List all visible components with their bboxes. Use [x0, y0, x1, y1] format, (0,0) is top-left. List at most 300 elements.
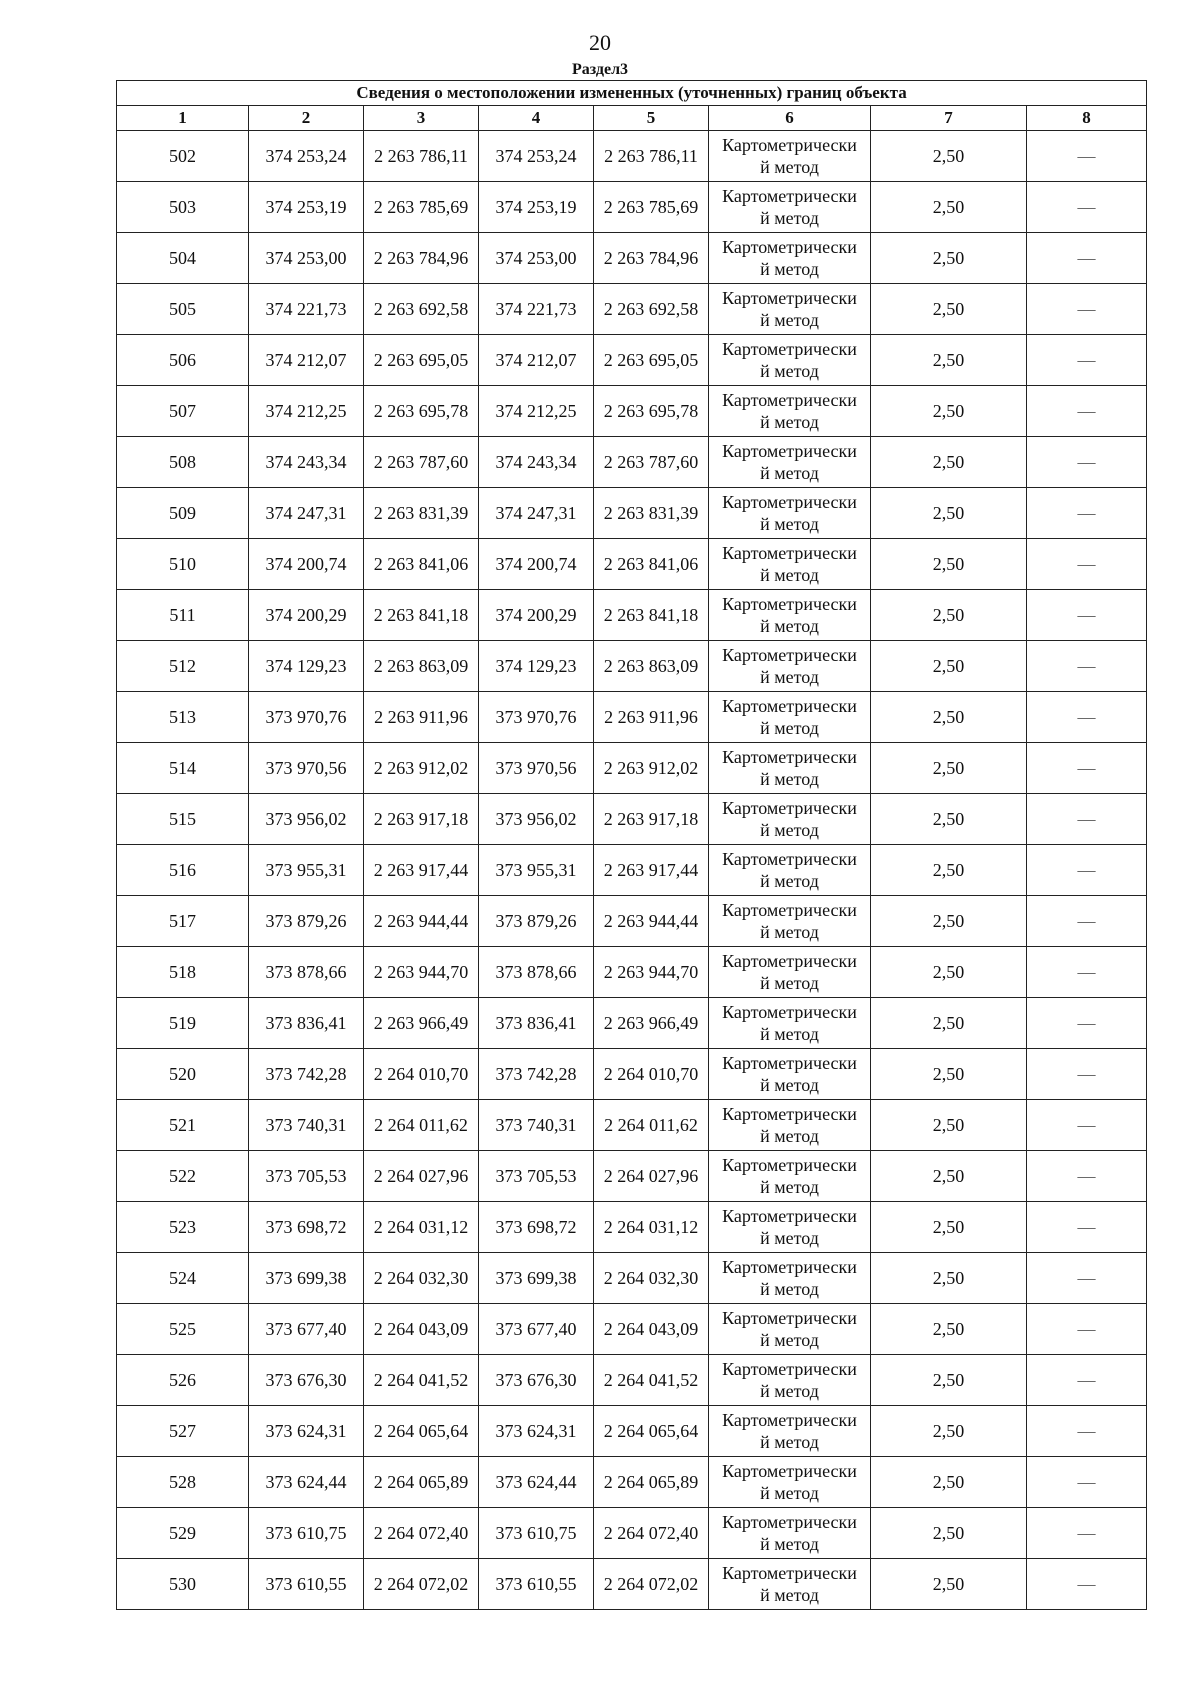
x-refined-cell: 374 212,25	[479, 386, 594, 437]
x-refined-cell: 373 956,02	[479, 794, 594, 845]
point-number-cell: 505	[117, 284, 249, 335]
y-refined-cell: 2 263 692,58	[594, 284, 709, 335]
point-number-cell: 528	[117, 1457, 249, 1508]
point-number-cell: 507	[117, 386, 249, 437]
table-row	[117, 1355, 1147, 1406]
y-existing-cell: 2 263 917,18	[364, 794, 479, 845]
point-number-cell: 523	[117, 1202, 249, 1253]
x-existing-cell: 373 970,56	[249, 743, 364, 794]
x-existing-cell: 373 742,28	[249, 1049, 364, 1100]
method-line-1: Картометрически	[722, 543, 857, 563]
method-line-1: Картометрически	[722, 747, 857, 767]
table-row	[117, 692, 1147, 743]
y-refined-cell: 2 264 072,02	[594, 1559, 709, 1610]
method-line-1: Картометрически	[722, 390, 857, 410]
note-cell: —	[1027, 284, 1147, 335]
y-existing-cell: 2 264 031,12	[364, 1202, 479, 1253]
table-row	[117, 1559, 1147, 1610]
y-refined-cell: 2 264 065,64	[594, 1406, 709, 1457]
table-row	[117, 947, 1147, 998]
x-existing-cell: 373 699,38	[249, 1253, 364, 1304]
x-refined-cell: 374 253,24	[479, 131, 594, 182]
x-refined-cell: 373 610,55	[479, 1559, 594, 1610]
note-cell: —	[1027, 590, 1147, 641]
table-row	[117, 335, 1147, 386]
note-cell: —	[1027, 1304, 1147, 1355]
accuracy-cell: 2,50	[871, 998, 1027, 1049]
x-existing-cell: 374 212,25	[249, 386, 364, 437]
note-cell: —	[1027, 1151, 1147, 1202]
accuracy-cell: 2,50	[871, 488, 1027, 539]
point-number-cell: 520	[117, 1049, 249, 1100]
table-row	[117, 1304, 1147, 1355]
x-refined-cell: 373 676,30	[479, 1355, 594, 1406]
method-cell	[709, 641, 871, 692]
method-cell	[709, 947, 871, 998]
method-line-2: й метод	[760, 820, 819, 840]
y-refined-cell: 2 263 944,44	[594, 896, 709, 947]
x-refined-cell: 373 955,31	[479, 845, 594, 896]
y-existing-cell: 2 263 692,58	[364, 284, 479, 335]
point-number-cell: 521	[117, 1100, 249, 1151]
x-existing-cell: 373 740,31	[249, 1100, 364, 1151]
accuracy-cell: 2,50	[871, 794, 1027, 845]
accuracy-cell: 2,50	[871, 1508, 1027, 1559]
x-refined-cell: 373 742,28	[479, 1049, 594, 1100]
point-number-cell: 508	[117, 437, 249, 488]
x-existing-cell: 373 879,26	[249, 896, 364, 947]
x-existing-cell: 373 677,40	[249, 1304, 364, 1355]
table-row	[117, 641, 1147, 692]
column-number: 3	[364, 106, 479, 131]
y-existing-cell: 2 264 041,52	[364, 1355, 479, 1406]
note-cell: —	[1027, 1406, 1147, 1457]
y-existing-cell: 2 263 695,78	[364, 386, 479, 437]
x-refined-cell: 374 253,00	[479, 233, 594, 284]
method-cell	[709, 845, 871, 896]
table-row	[117, 284, 1147, 335]
x-refined-cell: 374 221,73	[479, 284, 594, 335]
method-line-1: Картометрически	[722, 1563, 857, 1583]
method-line-1: Картометрически	[722, 1308, 857, 1328]
x-refined-cell: 373 699,38	[479, 1253, 594, 1304]
x-refined-cell: 373 610,75	[479, 1508, 594, 1559]
method-cell	[709, 1100, 871, 1151]
table-row	[117, 1253, 1147, 1304]
table-title: Сведения о местоположении измененных (уточненных) границ объекта	[117, 81, 1147, 106]
column-number: 7	[871, 106, 1027, 131]
point-number-cell: 524	[117, 1253, 249, 1304]
y-refined-cell: 2 264 027,96	[594, 1151, 709, 1202]
y-refined-cell: 2 263 944,70	[594, 947, 709, 998]
method-line-2: й метод	[760, 565, 819, 585]
method-cell	[709, 539, 871, 590]
accuracy-cell: 2,50	[871, 1100, 1027, 1151]
point-number-cell: 526	[117, 1355, 249, 1406]
table-row	[117, 794, 1147, 845]
accuracy-cell: 2,50	[871, 131, 1027, 182]
note-cell: —	[1027, 131, 1147, 182]
table-row	[117, 488, 1147, 539]
x-existing-cell: 373 836,41	[249, 998, 364, 1049]
table-row	[117, 1049, 1147, 1100]
y-existing-cell: 2 263 944,70	[364, 947, 479, 998]
x-existing-cell: 374 243,34	[249, 437, 364, 488]
accuracy-cell: 2,50	[871, 1355, 1027, 1406]
note-cell: —	[1027, 182, 1147, 233]
y-refined-cell: 2 263 841,18	[594, 590, 709, 641]
method-cell	[709, 233, 871, 284]
x-refined-cell: 373 879,26	[479, 896, 594, 947]
method-line-2: й метод	[760, 973, 819, 993]
column-number-row	[117, 106, 1147, 131]
point-number-cell: 509	[117, 488, 249, 539]
x-refined-cell: 373 878,66	[479, 947, 594, 998]
x-existing-cell: 374 129,23	[249, 641, 364, 692]
y-existing-cell: 2 264 027,96	[364, 1151, 479, 1202]
note-cell: —	[1027, 1457, 1147, 1508]
column-number: 6	[709, 106, 871, 131]
note-cell: —	[1027, 743, 1147, 794]
note-cell: —	[1027, 845, 1147, 896]
method-line-1: Картометрически	[722, 237, 857, 257]
y-existing-cell: 2 263 784,96	[364, 233, 479, 284]
y-refined-cell: 2 263 912,02	[594, 743, 709, 794]
table-row	[117, 998, 1147, 1049]
x-existing-cell: 373 878,66	[249, 947, 364, 998]
method-line-2: й метод	[760, 259, 819, 279]
x-refined-cell: 374 129,23	[479, 641, 594, 692]
accuracy-cell: 2,50	[871, 386, 1027, 437]
method-cell	[709, 998, 871, 1049]
y-refined-cell: 2 264 072,40	[594, 1508, 709, 1559]
note-cell: —	[1027, 1253, 1147, 1304]
note-cell: —	[1027, 1508, 1147, 1559]
y-refined-cell: 2 263 966,49	[594, 998, 709, 1049]
accuracy-cell: 2,50	[871, 743, 1027, 794]
x-refined-cell: 374 200,74	[479, 539, 594, 590]
method-line-2: й метод	[760, 1381, 819, 1401]
accuracy-cell: 2,50	[871, 641, 1027, 692]
note-cell: —	[1027, 1049, 1147, 1100]
method-cell	[709, 386, 871, 437]
accuracy-cell: 2,50	[871, 284, 1027, 335]
point-number-cell: 527	[117, 1406, 249, 1457]
method-cell	[709, 131, 871, 182]
x-existing-cell: 374 212,07	[249, 335, 364, 386]
method-line-2: й метод	[760, 514, 819, 534]
x-existing-cell: 374 253,00	[249, 233, 364, 284]
method-line-1: Картометрически	[722, 492, 857, 512]
table-row	[117, 896, 1147, 947]
method-line-1: Картометрически	[722, 849, 857, 869]
table-row	[117, 743, 1147, 794]
y-existing-cell: 2 263 831,39	[364, 488, 479, 539]
y-existing-cell: 2 264 072,02	[364, 1559, 479, 1610]
point-number-cell: 518	[117, 947, 249, 998]
method-cell	[709, 896, 871, 947]
y-refined-cell: 2 263 695,78	[594, 386, 709, 437]
note-cell: —	[1027, 335, 1147, 386]
accuracy-cell: 2,50	[871, 1202, 1027, 1253]
y-refined-cell: 2 263 787,60	[594, 437, 709, 488]
method-line-2: й метод	[760, 922, 819, 942]
y-refined-cell: 2 264 041,52	[594, 1355, 709, 1406]
method-line-2: й метод	[760, 769, 819, 789]
x-refined-cell: 373 624,31	[479, 1406, 594, 1457]
note-cell: —	[1027, 386, 1147, 437]
x-refined-cell: 373 698,72	[479, 1202, 594, 1253]
method-cell	[709, 692, 871, 743]
y-existing-cell: 2 263 841,18	[364, 590, 479, 641]
note-cell: —	[1027, 488, 1147, 539]
note-cell: —	[1027, 641, 1147, 692]
method-line-1: Картометрически	[722, 594, 857, 614]
method-cell	[709, 182, 871, 233]
accuracy-cell: 2,50	[871, 1559, 1027, 1610]
method-line-1: Картометрически	[722, 135, 857, 155]
method-line-2: й метод	[760, 718, 819, 738]
method-line-2: й метод	[760, 616, 819, 636]
point-number-cell: 525	[117, 1304, 249, 1355]
accuracy-cell: 2,50	[871, 182, 1027, 233]
page-number: 20	[589, 30, 611, 55]
x-existing-cell: 374 221,73	[249, 284, 364, 335]
method-line-2: й метод	[760, 1585, 819, 1605]
method-line-2: й метод	[760, 1177, 819, 1197]
accuracy-cell: 2,50	[871, 590, 1027, 641]
x-refined-cell: 373 970,76	[479, 692, 594, 743]
table-row	[117, 1202, 1147, 1253]
y-existing-cell: 2 263 911,96	[364, 692, 479, 743]
x-refined-cell: 373 705,53	[479, 1151, 594, 1202]
method-cell	[709, 1253, 871, 1304]
method-line-2: й метод	[760, 667, 819, 687]
column-number: 2	[249, 106, 364, 131]
table-row	[117, 437, 1147, 488]
method-line-2: й метод	[760, 1126, 819, 1146]
accuracy-cell: 2,50	[871, 1151, 1027, 1202]
method-line-1: Картометрически	[722, 186, 857, 206]
method-line-2: й метод	[760, 1483, 819, 1503]
y-refined-cell: 2 264 010,70	[594, 1049, 709, 1100]
method-line-2: й метод	[760, 157, 819, 177]
accuracy-cell: 2,50	[871, 233, 1027, 284]
method-cell	[709, 1304, 871, 1355]
y-refined-cell: 2 263 863,09	[594, 641, 709, 692]
note-cell: —	[1027, 947, 1147, 998]
method-line-1: Картометрически	[722, 1257, 857, 1277]
note-cell: —	[1027, 1559, 1147, 1610]
method-line-1: Картометрически	[722, 288, 857, 308]
table-row	[117, 1508, 1147, 1559]
y-existing-cell: 2 264 032,30	[364, 1253, 479, 1304]
x-existing-cell: 373 970,76	[249, 692, 364, 743]
x-existing-cell: 373 624,31	[249, 1406, 364, 1457]
note-cell: —	[1027, 896, 1147, 947]
method-line-1: Картометрически	[722, 1512, 857, 1532]
accuracy-cell: 2,50	[871, 1304, 1027, 1355]
y-refined-cell: 2 263 917,44	[594, 845, 709, 896]
method-line-1: Картометрически	[722, 1461, 857, 1481]
table-row	[117, 131, 1147, 182]
x-refined-cell: 374 200,29	[479, 590, 594, 641]
method-line-2: й метод	[760, 310, 819, 330]
y-refined-cell: 2 264 032,30	[594, 1253, 709, 1304]
y-existing-cell: 2 263 841,06	[364, 539, 479, 590]
x-refined-cell: 374 243,34	[479, 437, 594, 488]
point-number-cell: 506	[117, 335, 249, 386]
point-number-cell: 530	[117, 1559, 249, 1610]
method-line-2: й метод	[760, 1024, 819, 1044]
method-line-1: Картометрически	[722, 645, 857, 665]
method-line-1: Картометрически	[722, 1410, 857, 1430]
method-line-1: Картометрически	[722, 900, 857, 920]
method-cell	[709, 1457, 871, 1508]
y-refined-cell: 2 263 917,18	[594, 794, 709, 845]
method-line-1: Картометрически	[722, 339, 857, 359]
column-number: 4	[479, 106, 594, 131]
point-number-cell: 522	[117, 1151, 249, 1202]
point-number-cell: 510	[117, 539, 249, 590]
method-line-2: й метод	[760, 361, 819, 381]
x-existing-cell: 374 253,24	[249, 131, 364, 182]
method-line-1: Картометрически	[722, 1206, 857, 1226]
accuracy-cell: 2,50	[871, 335, 1027, 386]
method-line-2: й метод	[760, 871, 819, 891]
y-existing-cell: 2 263 917,44	[364, 845, 479, 896]
method-cell	[709, 794, 871, 845]
y-existing-cell: 2 263 786,11	[364, 131, 479, 182]
note-cell: —	[1027, 233, 1147, 284]
y-refined-cell: 2 264 043,09	[594, 1304, 709, 1355]
method-cell	[709, 1151, 871, 1202]
table-row	[117, 845, 1147, 896]
accuracy-cell: 2,50	[871, 1406, 1027, 1457]
x-existing-cell: 374 200,29	[249, 590, 364, 641]
x-refined-cell: 374 253,19	[479, 182, 594, 233]
method-cell	[709, 1508, 871, 1559]
y-refined-cell: 2 263 911,96	[594, 692, 709, 743]
method-line-2: й метод	[760, 1279, 819, 1299]
x-refined-cell: 373 624,44	[479, 1457, 594, 1508]
method-line-2: й метод	[760, 208, 819, 228]
table-row	[117, 233, 1147, 284]
x-existing-cell: 374 200,74	[249, 539, 364, 590]
accuracy-cell: 2,50	[871, 1253, 1027, 1304]
x-existing-cell: 373 624,44	[249, 1457, 364, 1508]
method-line-1: Картометрически	[722, 1053, 857, 1073]
method-cell	[709, 1049, 871, 1100]
point-number-cell: 514	[117, 743, 249, 794]
method-line-1: Картометрически	[722, 798, 857, 818]
y-existing-cell: 2 263 785,69	[364, 182, 479, 233]
x-existing-cell: 373 955,31	[249, 845, 364, 896]
x-existing-cell: 373 610,75	[249, 1508, 364, 1559]
note-cell: —	[1027, 1355, 1147, 1406]
method-line-2: й метод	[760, 463, 819, 483]
method-cell	[709, 1355, 871, 1406]
note-cell: —	[1027, 1202, 1147, 1253]
point-number-cell: 502	[117, 131, 249, 182]
method-cell	[709, 488, 871, 539]
note-cell: —	[1027, 794, 1147, 845]
method-line-1: Картометрически	[722, 696, 857, 716]
method-cell	[709, 1406, 871, 1457]
note-cell: —	[1027, 539, 1147, 590]
method-line-2: й метод	[760, 1432, 819, 1452]
table-row	[117, 1406, 1147, 1457]
method-line-1: Картометрически	[722, 1155, 857, 1175]
method-cell	[709, 1202, 871, 1253]
point-number-cell: 513	[117, 692, 249, 743]
y-refined-cell: 2 263 786,11	[594, 131, 709, 182]
y-existing-cell: 2 264 011,62	[364, 1100, 479, 1151]
x-refined-cell: 374 212,07	[479, 335, 594, 386]
y-existing-cell: 2 263 695,05	[364, 335, 479, 386]
section-label: Раздел3	[571, 61, 629, 78]
method-line-2: й метод	[760, 1228, 819, 1248]
table-row	[117, 386, 1147, 437]
method-line-1: Картометрически	[722, 1002, 857, 1022]
y-existing-cell: 2 263 966,49	[364, 998, 479, 1049]
table-row	[117, 539, 1147, 590]
x-refined-cell: 374 247,31	[479, 488, 594, 539]
point-number-cell: 504	[117, 233, 249, 284]
point-number-cell: 512	[117, 641, 249, 692]
method-line-2: й метод	[760, 1534, 819, 1554]
accuracy-cell: 2,50	[871, 692, 1027, 743]
method-cell	[709, 743, 871, 794]
point-number-cell: 517	[117, 896, 249, 947]
x-refined-cell: 373 836,41	[479, 998, 594, 1049]
method-line-2: й метод	[760, 1075, 819, 1095]
accuracy-cell: 2,50	[871, 845, 1027, 896]
point-number-cell: 503	[117, 182, 249, 233]
x-existing-cell: 373 676,30	[249, 1355, 364, 1406]
method-line-1: Картометрически	[722, 441, 857, 461]
y-existing-cell: 2 264 065,64	[364, 1406, 479, 1457]
x-existing-cell: 374 247,31	[249, 488, 364, 539]
y-refined-cell: 2 264 065,89	[594, 1457, 709, 1508]
column-number: 8	[1027, 106, 1147, 131]
method-cell	[709, 335, 871, 386]
y-existing-cell: 2 264 043,09	[364, 1304, 479, 1355]
y-refined-cell: 2 263 831,39	[594, 488, 709, 539]
x-existing-cell: 374 253,19	[249, 182, 364, 233]
point-number-cell: 511	[117, 590, 249, 641]
x-existing-cell: 373 610,55	[249, 1559, 364, 1610]
accuracy-cell: 2,50	[871, 1049, 1027, 1100]
y-existing-cell: 2 264 010,70	[364, 1049, 479, 1100]
column-number: 1	[117, 106, 249, 131]
method-cell	[709, 590, 871, 641]
y-existing-cell: 2 263 787,60	[364, 437, 479, 488]
y-refined-cell: 2 264 031,12	[594, 1202, 709, 1253]
method-cell	[709, 437, 871, 488]
note-cell: —	[1027, 1100, 1147, 1151]
y-refined-cell: 2 263 785,69	[594, 182, 709, 233]
method-line-2: й метод	[760, 1330, 819, 1350]
column-number: 5	[594, 106, 709, 131]
table-row	[117, 590, 1147, 641]
y-existing-cell: 2 263 863,09	[364, 641, 479, 692]
point-number-cell: 516	[117, 845, 249, 896]
table-title-row	[117, 81, 1147, 106]
note-cell: —	[1027, 692, 1147, 743]
x-refined-cell: 373 677,40	[479, 1304, 594, 1355]
point-number-cell: 519	[117, 998, 249, 1049]
